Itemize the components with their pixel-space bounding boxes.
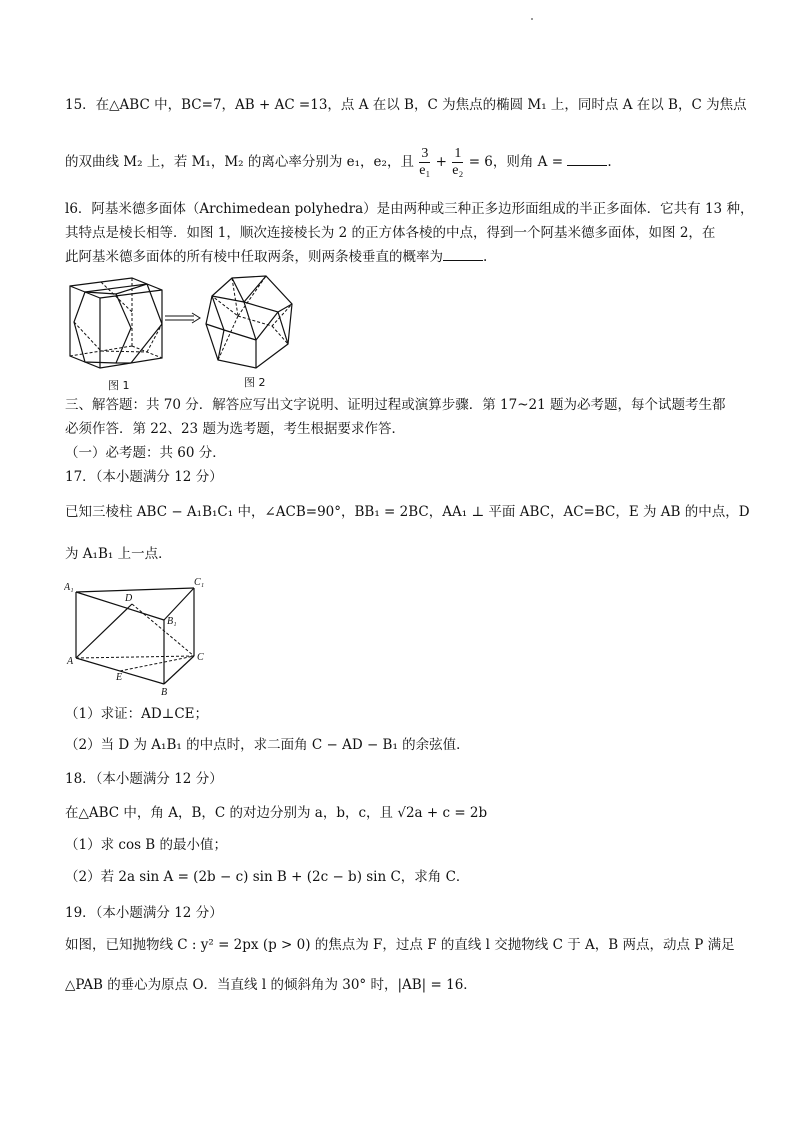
answer-blank-15: [567, 153, 607, 166]
q18-part1: （1）求 cos B 的最小值；: [65, 837, 227, 853]
answer-blank-16: [443, 248, 483, 261]
label-C1: C₁: [194, 577, 205, 588]
q17-heading: 17．（本小题满分 12 分）: [65, 469, 223, 485]
q15-frac1: [419, 146, 430, 179]
transform-arrow: [164, 312, 202, 324]
q16-line1: l6．阿基米德多面体（Archimedean polyhedra）是由两种或三种正多边形面组成的半正多面体．它共有 13 种，: [65, 201, 754, 217]
q16-line3: [65, 248, 487, 266]
q17-part1: （1）求证：AD⊥CE；: [65, 706, 209, 722]
figure-prism: [64, 576, 214, 700]
q18-heading: 18．（本小题满分 12 分）: [65, 771, 223, 787]
q17-line1: 已知三棱柱 ABC − A₁B₁C₁ 中，∠ACB=90°，BB₁ = 2BC，AA₁ ⊥ 平面 ABC，AC=BC，E 为 AB 的中点，D: [65, 504, 750, 520]
speck: [531, 18, 533, 20]
section3-sub: （一）必考题：共 60 分．: [65, 445, 226, 461]
q16-end: .: [483, 249, 488, 265]
q15-line2-suffix: = 6，则角 A =: [468, 154, 564, 170]
figure-2-caption: 图 2: [244, 376, 266, 389]
q15-line2: [65, 146, 612, 179]
section3-line1: 三、解答题：共 70 分．解答应写出文字说明、证明过程或演算步骤．第 17~21 题为必考题，每个试题考生都: [65, 397, 726, 413]
q19-heading: 19．（本小题满分 12 分）: [65, 905, 223, 921]
frac1-num: 3: [419, 146, 430, 163]
label-B: B: [161, 687, 168, 698]
q19-line1: 如图，已知抛物线 C : y² = 2px (p > 0) 的焦点为 F，过点 F 的直线 l 交抛物线 C 于 A，B 两点，动点 P 满足: [65, 937, 735, 953]
figure-2-cuboctahedron: [202, 272, 298, 372]
frac1-den: e₁: [419, 163, 431, 178]
q15-plus: +: [435, 154, 447, 170]
frac2-den: e₂: [452, 163, 464, 178]
q15-frac2: [452, 146, 463, 179]
label-E: E: [116, 672, 123, 683]
q18-part2: （2）若 2a sin A = (2b − c) sin B + (2c − b) sin C，求角 C．: [65, 869, 470, 885]
q19-line2: △PAB 的垂心为原点 O．当直线 l 的倾斜角为 30° 时，|AB| = 16．: [65, 977, 477, 993]
figure-1-caption: 图 1: [108, 379, 130, 392]
q15-line2-prefix: 的双曲线 M₂ 上，若 M₁，M₂ 的离心率分别为 e₁，e₂，且: [65, 154, 414, 170]
q15-line1: 15．在△ABC 中，BC=7，AB + AC =13，点 A 在以 B，C 为焦点的椭圆 M₁ 上，同时点 A 在以 B，C 为焦点: [65, 97, 747, 113]
q17-line2: 为 A₁B₁ 上一点．: [65, 546, 172, 562]
figure-1-cube: [66, 272, 166, 376]
label-D: D: [125, 593, 133, 604]
q16-line3-text: 此阿基米德多面体的所有棱中任取两条，则两条棱垂直的概率为: [65, 249, 443, 265]
q17-part2: （2）当 D 为 A₁B₁ 的中点时，求二面角 C − AD − B₁ 的余弦值．: [65, 737, 470, 753]
frac2-num: 1: [452, 146, 463, 163]
q15-end: .: [607, 154, 612, 170]
label-A1: A₁: [64, 582, 74, 593]
label-B1: B₁: [167, 616, 177, 627]
section3-line2: 必须作答．第 22、23 题为选考题，考生根据要求作答．: [65, 421, 405, 437]
label-A: A: [67, 656, 74, 667]
label-C: C: [197, 652, 204, 663]
q18-line1: 在△ABC 中，角 A，B，C 的对边分别为 a，b，c，且 √2a + c = 2b: [65, 805, 488, 821]
q16-line2: 其特点是棱长相等．如图 1，顺次连接棱长为 2 的正方体各棱的中点，得到一个阿基米德多面体，如图 2，在: [65, 225, 716, 241]
